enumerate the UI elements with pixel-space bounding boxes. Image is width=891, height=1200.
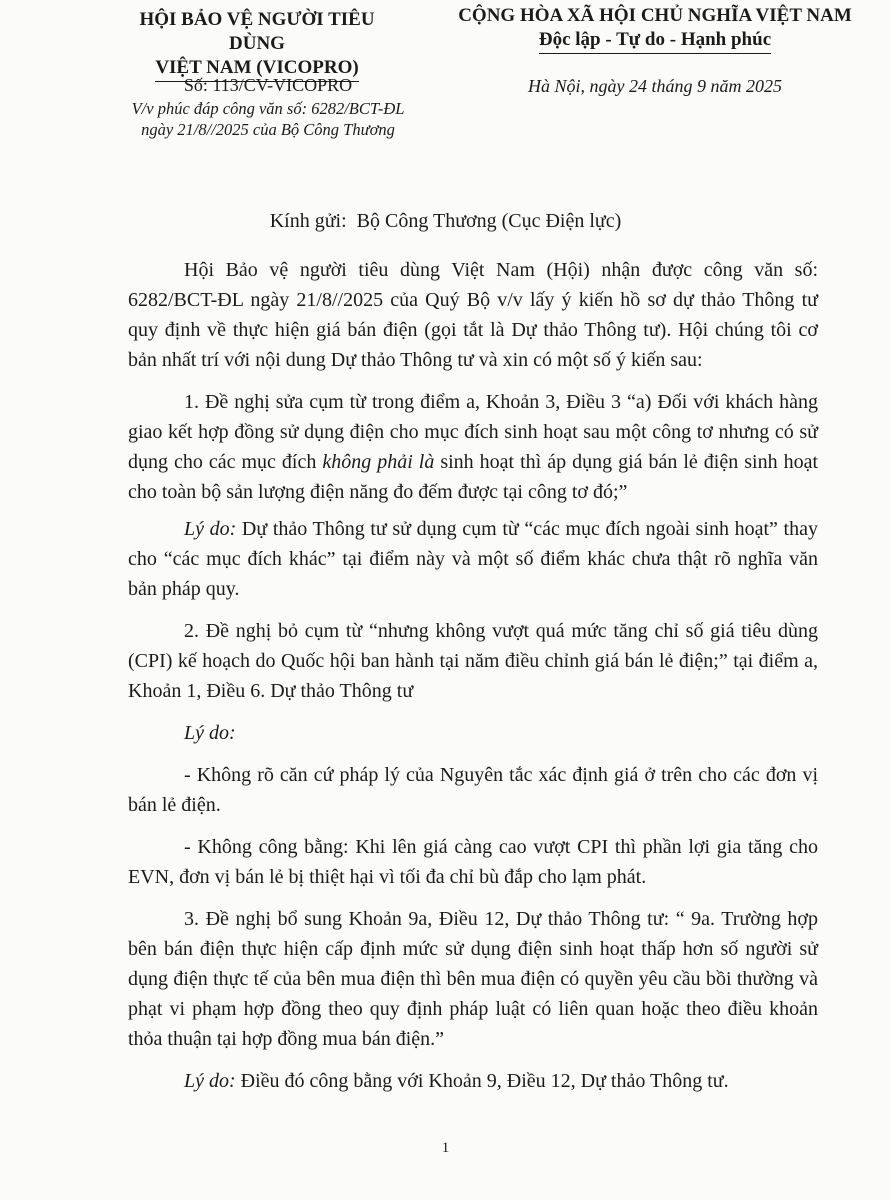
organization-name-line1: HỘI BẢO VỆ NGƯỜI TIÊU DÙNG — [139, 9, 375, 54]
nation-name: CỘNG HÒA XÃ HỘI CHỦ NGHĨA VIỆT NAM — [458, 5, 852, 26]
organization-header — [112, 8, 402, 82]
reason-3-paragraph — [128, 1066, 818, 1096]
document-number: Số: 113/CV-VICOPRO — [183, 75, 353, 95]
recipient-line — [0, 210, 891, 233]
item-2-paragraph: 2. Đề nghị bỏ cụm từ “nhưng không vượt quá mức tăng chỉ số giá tiêu dùng (CPI) kế hoạch do Quốc hội ban hành tại năm điều chỉnh giá bán lẻ điện;” tại điểm a, Khoản 1, Điều 6. Dự thảo Thông tư — [128, 620, 818, 702]
reason-1-label: Lý do: — [184, 518, 237, 540]
document-subject-line1: V/v phúc đáp công văn số: 6282/BCT-ĐL — [131, 99, 405, 118]
organization-name-line2: VIỆT NAM (VICOPRO) — [155, 56, 358, 82]
recipient-name: Bộ Công Thương (Cục Điện lực) — [356, 210, 622, 232]
reason-3-label: Lý do: — [184, 1070, 236, 1092]
reason-2-point-2: - Không công bằng: Khi lên giá càng cao vượt CPI thì phần lợi gia tăng cho EVN, đơn vị bán lẻ bị thiệt hại vì tối đa chỉ bù đắp cho lạm phát. — [128, 836, 818, 888]
intro-paragraph: Hội Bảo vệ người tiêu dùng Việt Nam (Hội) nhận được công văn số: 6282/BCT-ĐL ngày 21/8//2025 của Quý Bộ v/v lấy ý kiến hồ sơ dự thảo Thông tư quy định về thực hiện giá bán điện (gọi tắt là Dự thảo Thông tư). Hội chúng tôi cơ bản nhất trí với nội dung Dự thảo Thông tư và xin có một số ý kiến sau: — [128, 259, 818, 371]
item-1-paragraph — [128, 387, 818, 507]
item-1-text-end: sinh hoạt thì áp dụng giá bán lẻ điện sinh hoạt cho toàn bộ sản lượng điện năng đo đếm được tại công tơ đó;” — [128, 451, 819, 503]
document-subject-line2: ngày 21/8//2025 của Bộ Công Thương — [141, 120, 395, 139]
page-number: 1 — [441, 1140, 450, 1156]
document-reference — [88, 75, 448, 140]
reason-1-paragraph — [128, 514, 818, 604]
national-header — [440, 4, 870, 54]
item-1-text-start: 1. Đề nghị sửa cụm từ trong điểm a, Khoản 3, Điều 3 “a) Đối với khách hàng giao kết hợp đồng sử dụng điện cho mục đích sinh hoạt sau một công tơ nhưng có sử dụng cho các mục đích — [128, 391, 818, 473]
reason-1-text: Dự thảo Thông tư sử dụng cụm từ “các mục đích ngoài sinh hoạt” thay cho “các mục đích khác” tại điểm này và một số điểm khác chưa thật rõ nghĩa văn bản pháp quy. — [128, 518, 818, 600]
reason-3-text: Điều đó công bằng với Khoản 9, Điều 12, Dự thảo Thông tư. — [235, 1070, 729, 1092]
reason-2-point-1: - Không rõ căn cứ pháp lý của Nguyên tắc xác định giá ở trên cho các đơn vị bán lẻ điện. — [128, 764, 818, 816]
letter-body — [128, 255, 818, 1103]
national-motto: Độc lập - Tự do - Hạnh phúc — [539, 28, 771, 54]
item-1-emphasis: không phải là — [322, 451, 435, 473]
document-date: Hà Nội, ngày 24 tháng 9 năm 2025 — [528, 76, 782, 96]
recipient-label: Kính gửi: — [269, 210, 347, 232]
item-3-paragraph: 3. Đề nghị bổ sung Khoản 9a, Điều 12, Dự thảo Thông tư: “ 9a. Trường hợp bên bán điện thực hiện cấp định mức sử dụng điện sinh hoạt thấp hơn số người sử dụng điện thực tế của bên mua điện thì bên mua điện có quyền yêu cầu bồi thường và phạt vi phạm hợp đồng theo quy định pháp luật có liên quan hoặc theo điều khoản thỏa thuận tại hợp đồng mua bán điện.” — [128, 908, 818, 1050]
reason-2-label: Lý do: — [184, 722, 236, 744]
